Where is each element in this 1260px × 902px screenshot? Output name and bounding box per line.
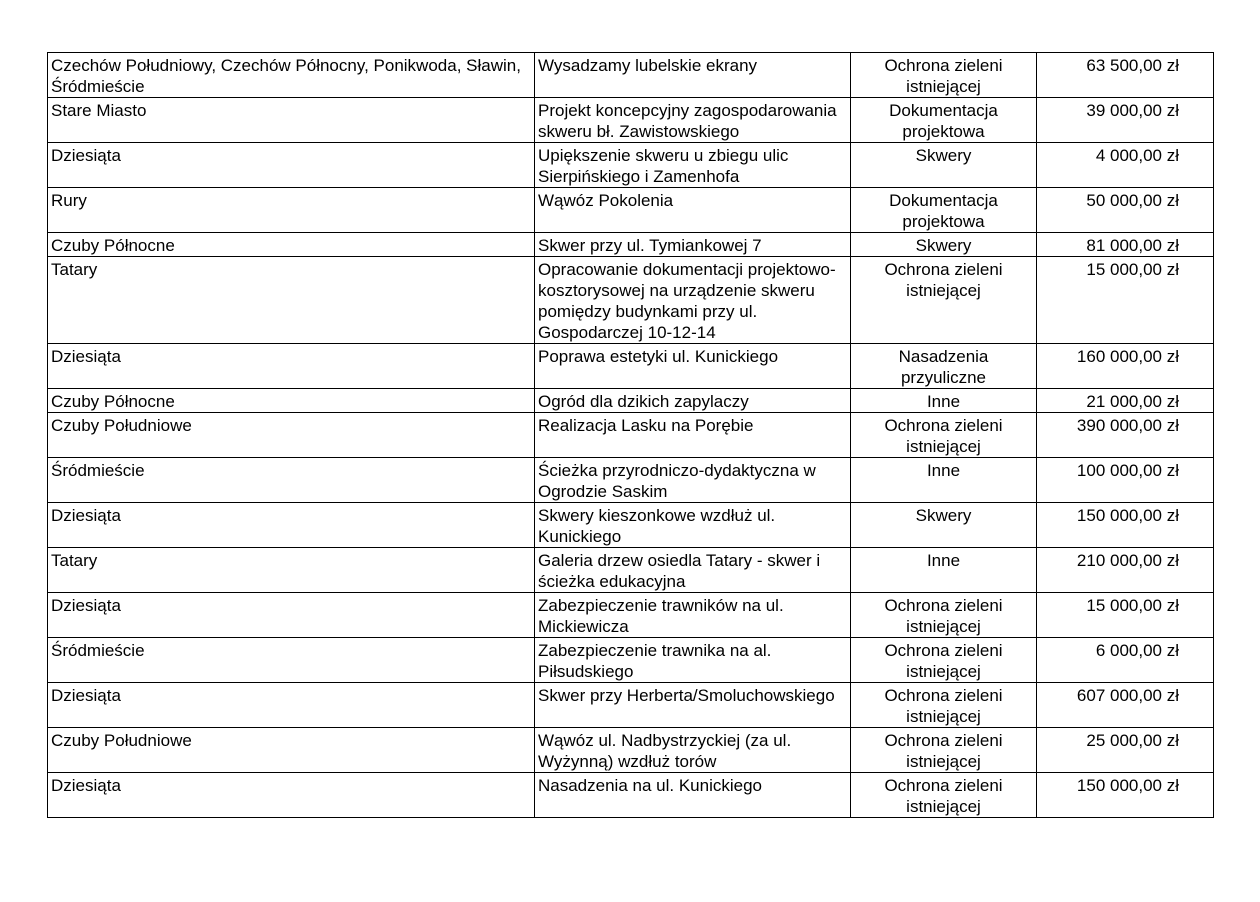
table-row <box>48 638 1214 683</box>
table-row <box>48 188 1214 233</box>
district-cell: Czuby Południowe <box>48 413 535 458</box>
table-row <box>48 503 1214 548</box>
table-row <box>48 728 1214 773</box>
table-row <box>48 458 1214 503</box>
project-cell: Galeria drzew osiedla Tatary - skwer i ścieżka edukacyjna <box>535 548 851 593</box>
category-cell: Ochrona zieleni istniejącej <box>851 593 1037 638</box>
category-cell: Ochrona zieleni istniejącej <box>851 53 1037 98</box>
project-cell: Opracowanie dokumentacji projektowo-kosztorysowej na urządzenie skweru pomiędzy budynkami przy ul. Gospodarczej 10-12-14 <box>535 257 851 344</box>
table-row <box>48 98 1214 143</box>
project-cell: Skwer przy ul. Tymiankowej 7 <box>535 233 851 257</box>
district-cell: Czuby Południowe <box>48 728 535 773</box>
district-cell: Dziesiąta <box>48 593 535 638</box>
category-cell: Inne <box>851 548 1037 593</box>
project-cell: Zabezpieczenie trawników na ul. Mickiewicza <box>535 593 851 638</box>
table-row <box>48 413 1214 458</box>
amount-cell: 25 000,00 zł <box>1037 728 1214 773</box>
district-cell: Tatary <box>48 257 535 344</box>
project-cell: Poprawa estetyki ul. Kunickiego <box>535 344 851 389</box>
amount-cell: 6 000,00 zł <box>1037 638 1214 683</box>
projects-table <box>47 52 1214 818</box>
table-row <box>48 143 1214 188</box>
project-cell: Skwer przy Herberta/Smoluchowskiego <box>535 683 851 728</box>
category-cell: Ochrona zieleni istniejącej <box>851 728 1037 773</box>
district-cell: Stare Miasto <box>48 98 535 143</box>
project-cell: Ścieżka przyrodniczo-dydaktyczna w Ogrodzie Saskim <box>535 458 851 503</box>
table-row <box>48 683 1214 728</box>
project-cell: Ogród dla dzikich zapylaczy <box>535 389 851 413</box>
district-cell: Tatary <box>48 548 535 593</box>
table-row <box>48 389 1214 413</box>
category-cell: Dokumentacja projektowa <box>851 188 1037 233</box>
project-cell: Realizacja Lasku na Porębie <box>535 413 851 458</box>
category-cell: Nasadzenia przyuliczne <box>851 344 1037 389</box>
amount-cell: 150 000,00 zł <box>1037 503 1214 548</box>
amount-cell: 50 000,00 zł <box>1037 188 1214 233</box>
category-cell: Inne <box>851 458 1037 503</box>
table-row <box>48 548 1214 593</box>
amount-cell: 390 000,00 zł <box>1037 413 1214 458</box>
project-cell: Wąwóz Pokolenia <box>535 188 851 233</box>
project-cell: Zabezpieczenie trawnika na al. Piłsudskiego <box>535 638 851 683</box>
category-cell: Inne <box>851 389 1037 413</box>
project-cell: Projekt koncepcyjny zagospodarowania skweru bł. Zawistowskiego <box>535 98 851 143</box>
district-cell: Dziesiąta <box>48 503 535 548</box>
table-row <box>48 233 1214 257</box>
table-row <box>48 257 1214 344</box>
project-cell: Wysadzamy lubelskie ekrany <box>535 53 851 98</box>
category-cell: Dokumentacja projektowa <box>851 98 1037 143</box>
amount-cell: 210 000,00 zł <box>1037 548 1214 593</box>
category-cell: Ochrona zieleni istniejącej <box>851 638 1037 683</box>
district-cell: Czuby Północne <box>48 389 535 413</box>
district-cell: Czechów Południowy, Czechów Północny, Ponikwoda, Sławin, Śródmieście <box>48 53 535 98</box>
category-cell: Ochrona zieleni istniejącej <box>851 683 1037 728</box>
project-cell: Upiększenie skweru u zbiegu ulic Sierpińskiego i Zamenhofa <box>535 143 851 188</box>
project-cell: Skwery kieszonkowe wzdłuż ul. Kunickiego <box>535 503 851 548</box>
category-cell: Skwery <box>851 143 1037 188</box>
amount-cell: 81 000,00 zł <box>1037 233 1214 257</box>
project-cell: Nasadzenia na ul. Kunickiego <box>535 773 851 818</box>
district-cell: Dziesiąta <box>48 143 535 188</box>
category-cell: Ochrona zieleni istniejącej <box>851 773 1037 818</box>
amount-cell: 150 000,00 zł <box>1037 773 1214 818</box>
district-cell: Śródmieście <box>48 458 535 503</box>
amount-cell: 21 000,00 zł <box>1037 389 1214 413</box>
table-row <box>48 53 1214 98</box>
table-row <box>48 344 1214 389</box>
district-cell: Dziesiąta <box>48 773 535 818</box>
district-cell: Czuby Północne <box>48 233 535 257</box>
amount-cell: 15 000,00 zł <box>1037 593 1214 638</box>
district-cell: Śródmieście <box>48 638 535 683</box>
project-cell: Wąwóz ul. Nadbystrzyckiej (za ul. Wyżynną) wzdłuż torów <box>535 728 851 773</box>
category-cell: Skwery <box>851 233 1037 257</box>
amount-cell: 160 000,00 zł <box>1037 344 1214 389</box>
table-row <box>48 593 1214 638</box>
amount-cell: 100 000,00 zł <box>1037 458 1214 503</box>
amount-cell: 4 000,00 zł <box>1037 143 1214 188</box>
category-cell: Skwery <box>851 503 1037 548</box>
category-cell: Ochrona zieleni istniejącej <box>851 257 1037 344</box>
district-cell: Dziesiąta <box>48 683 535 728</box>
category-cell: Ochrona zieleni istniejącej <box>851 413 1037 458</box>
amount-cell: 15 000,00 zł <box>1037 257 1214 344</box>
district-cell: Dziesiąta <box>48 344 535 389</box>
amount-cell: 39 000,00 zł <box>1037 98 1214 143</box>
amount-cell: 607 000,00 zł <box>1037 683 1214 728</box>
projects-table-body <box>48 53 1214 818</box>
amount-cell: 63 500,00 zł <box>1037 53 1214 98</box>
district-cell: Rury <box>48 188 535 233</box>
table-row <box>48 773 1214 818</box>
